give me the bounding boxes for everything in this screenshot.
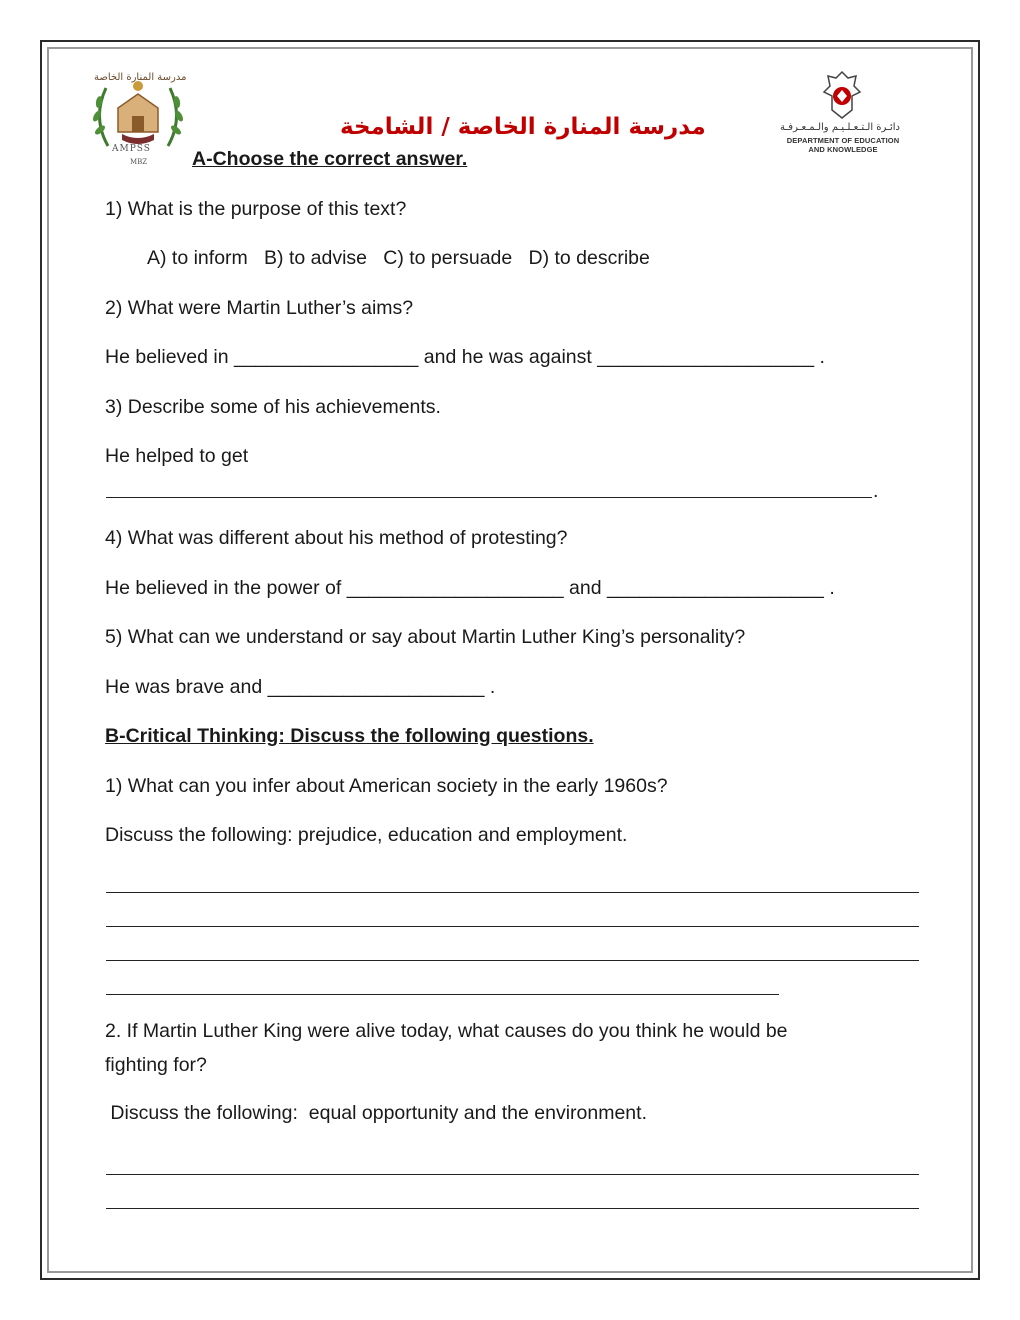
school-logo: [88, 68, 188, 178]
question-1: 1) What is the purpose of this text?: [105, 198, 407, 220]
emblem-icon: [822, 70, 862, 120]
critical-question-2-prompt: Discuss the following: equal opportunity and the environment.: [105, 1102, 647, 1124]
question-5: 5) What can we understand or say about Martin Luther King’s personality?: [105, 626, 746, 648]
section-a-heading: A-Choose the correct answer.: [192, 148, 468, 170]
question-4: 4) What was different about his method of protesting?: [105, 527, 568, 549]
question-2: 2) What were Martin Luther’s aims?: [105, 297, 414, 319]
answer-line: [106, 926, 919, 927]
question-3-answer: He helped to get: [105, 445, 249, 467]
department-line2: AND KNOWLEDGE: [808, 145, 878, 154]
critical-question-1: 1) What can you infer about American society in the early 1960s?: [105, 775, 668, 797]
section-b-heading: B-Critical Thinking: Discuss the following questions.: [105, 725, 594, 747]
question-4-answer: He believed in the power of ____________________ and ____________________ .: [105, 577, 835, 599]
logo-abbr: AMPSS: [112, 144, 151, 154]
logo-arabic-text: مدرسة المنارة الخاصة: [94, 72, 187, 83]
school-name: مدرسة المنارة الخاصة / الشامخة: [340, 114, 706, 140]
department-arabic: دائـرة الـتـعـلـيـم والـمـعـرفـة: [780, 122, 900, 133]
answer-line: [106, 497, 872, 498]
critical-question-2-line1: 2. If Martin Luther King were alive today, what causes do you think he would be: [105, 1020, 788, 1042]
critical-question-1-prompt: Discuss the following: prejudice, education and employment.: [105, 824, 628, 846]
question-1-options: A) to inform B) to advise C) to persuade D) to describe: [147, 247, 650, 269]
answer-line: [106, 892, 919, 893]
department-logo: [780, 70, 906, 160]
logo-sub: MBZ: [130, 158, 148, 166]
department-line1: DEPARTMENT OF EDUCATION: [786, 136, 900, 145]
answer-line: [106, 1174, 919, 1175]
answer-line-period: .: [873, 480, 879, 502]
answer-line: [106, 1208, 919, 1209]
page-border-inner: [47, 47, 973, 1273]
question-3: 3) Describe some of his achievements.: [105, 396, 441, 418]
critical-question-2-line2: fighting for?: [105, 1054, 207, 1076]
question-2-answer: He believed in _________________ and he was against ____________________ .: [105, 346, 825, 368]
answer-line: [106, 960, 919, 961]
answer-line: [106, 994, 779, 995]
question-5-answer: He was brave and ____________________ .: [105, 676, 496, 698]
